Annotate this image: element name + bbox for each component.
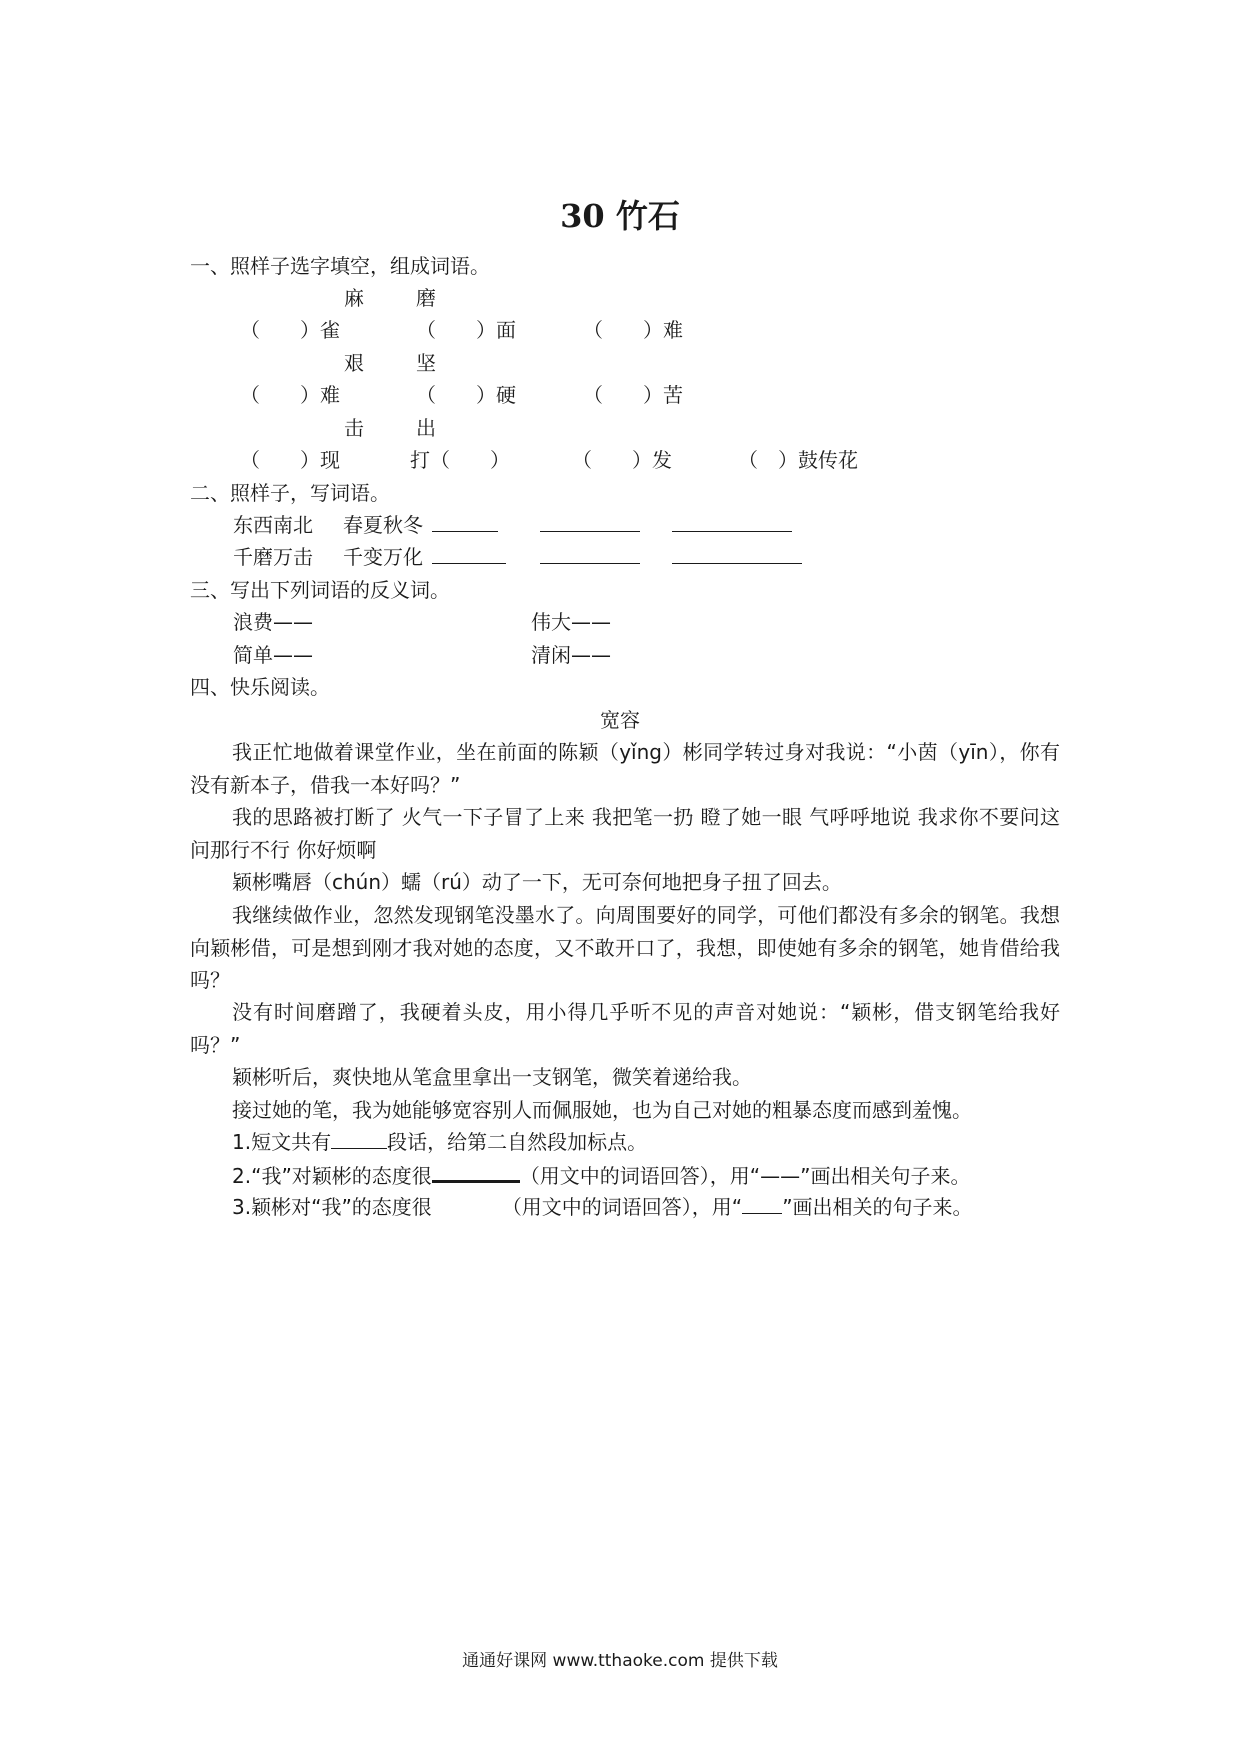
- section1-heading: 一、照样子选字填空，组成词语。: [190, 254, 490, 278]
- question-3-text-c: ”画出相关的句子来。: [782, 1195, 973, 1219]
- section2-given-2: 千变万化: [343, 545, 423, 569]
- story-title: 宽容: [600, 708, 640, 732]
- answer-line: [432, 1162, 520, 1183]
- section4-heading: 四、快乐阅读。: [190, 675, 330, 699]
- answer-line: [540, 545, 640, 564]
- page-title: 30 竹石: [560, 197, 680, 235]
- answer-line: [540, 513, 640, 532]
- story-paragraph-5: 没有时间磨蹭了，我硬着头皮，用小得几乎听不见的声音对她说：“颖彬，借支钢笔给我好吗？”: [190, 1000, 1060, 1057]
- question-3-text-a: 3.颖彬对“我”的态度很: [232, 1195, 432, 1219]
- story-paragraph-7: 接过她的笔，我为她能够宽容别人而佩服她，也为自己对她的粗暴态度而感到羞愧。: [232, 1098, 972, 1122]
- group1-char-1: 麻: [344, 286, 364, 310]
- answer-line: [672, 513, 792, 532]
- group1-blank-3: （ ）难: [583, 318, 683, 342]
- question-2: [232, 1162, 971, 1188]
- question-3-text-b: （用文中的词语回答），用“: [501, 1195, 743, 1219]
- group3-char-1: 击: [344, 416, 364, 440]
- group2-char-2: 坚: [416, 351, 436, 375]
- section2-example-1: 东西南北: [233, 513, 313, 537]
- group3-blank-1: （ ）现: [240, 448, 340, 472]
- question-1: [232, 1130, 647, 1154]
- group3-char-2: 出: [416, 416, 436, 440]
- group1-char-2: 磨: [416, 286, 436, 310]
- answer-line: [432, 513, 498, 532]
- group2-blank-3: （ ）苦: [583, 383, 683, 407]
- story-paragraph-2: 我的思路被打断了 火气一下子冒了上来 我把笔一扔 瞪了她一眼 气呼呼地说 我求你不要问这问那行不行 你好烦啊: [190, 805, 1060, 862]
- section3-heading: 三、写出下列词语的反义词。: [190, 578, 450, 602]
- group2-blank-2: （ ）硬: [416, 383, 516, 407]
- answer-line: [672, 545, 802, 564]
- group1-blank-1: （ ）雀: [240, 318, 340, 342]
- wavy-line-sample: [742, 1201, 782, 1214]
- group3-blank-4: （ ）鼓传花: [738, 448, 858, 472]
- story-paragraph-3: 颖彬嘴唇（chún）蠕（rú）动了一下，无可奈何地把身子扭了回去。: [232, 870, 842, 894]
- section2-example-2: 千磨万击: [233, 545, 313, 569]
- antonym-item: 清闲——: [531, 643, 611, 667]
- footer-credit: 通通好课网 www.tthaoke.com 提供下载: [462, 1651, 778, 1671]
- group3-blank-3: （ ）发: [572, 448, 672, 472]
- antonym-item: 伟大——: [531, 610, 611, 634]
- question-2-text-b: （用文中的词语回答），用“——”画出相关句子来。: [519, 1164, 971, 1188]
- answer-line: [432, 545, 506, 564]
- question-3: [232, 1195, 973, 1219]
- group1-blank-2: （ ）面: [416, 318, 516, 342]
- group3-blank-2: 打（ ）: [410, 448, 510, 472]
- answer-line: [331, 1130, 387, 1149]
- story-paragraph-1: 我正忙地做着课堂作业，坐在前面的陈颖（yǐng）彬同学转过身对我说：“小茵（yīn），你有没有新本子，借我一本好吗？”: [190, 740, 1060, 797]
- question-1-text-a: 1.短文共有: [232, 1130, 332, 1154]
- question-1-text-b: 段话，给第二自然段加标点。: [387, 1130, 648, 1154]
- story-paragraph-4: 我继续做作业，忽然发现钢笔没墨水了。向周围要好的同学，可他们都没有多余的钢笔。我想向颖彬借，可是想到刚才我对她的态度，又不敢开口了，我想，即使她有多余的钢笔，她肯借给我吗？: [190, 903, 1060, 992]
- group2-blank-1: （ ）难: [240, 383, 340, 407]
- antonym-item: 浪费——: [233, 610, 313, 634]
- section2-given-1: 春夏秋冬: [343, 513, 423, 537]
- section2-heading: 二、照样子，写词语。: [190, 481, 390, 505]
- antonym-item: 简单——: [233, 643, 313, 667]
- group2-char-1: 艰: [344, 351, 364, 375]
- question-2-text-a: 2.“我”对颖彬的态度很: [232, 1164, 432, 1188]
- story-paragraph-6: 颖彬听后，爽快地从笔盒里拿出一支钢笔，微笑着递给我。: [232, 1065, 752, 1089]
